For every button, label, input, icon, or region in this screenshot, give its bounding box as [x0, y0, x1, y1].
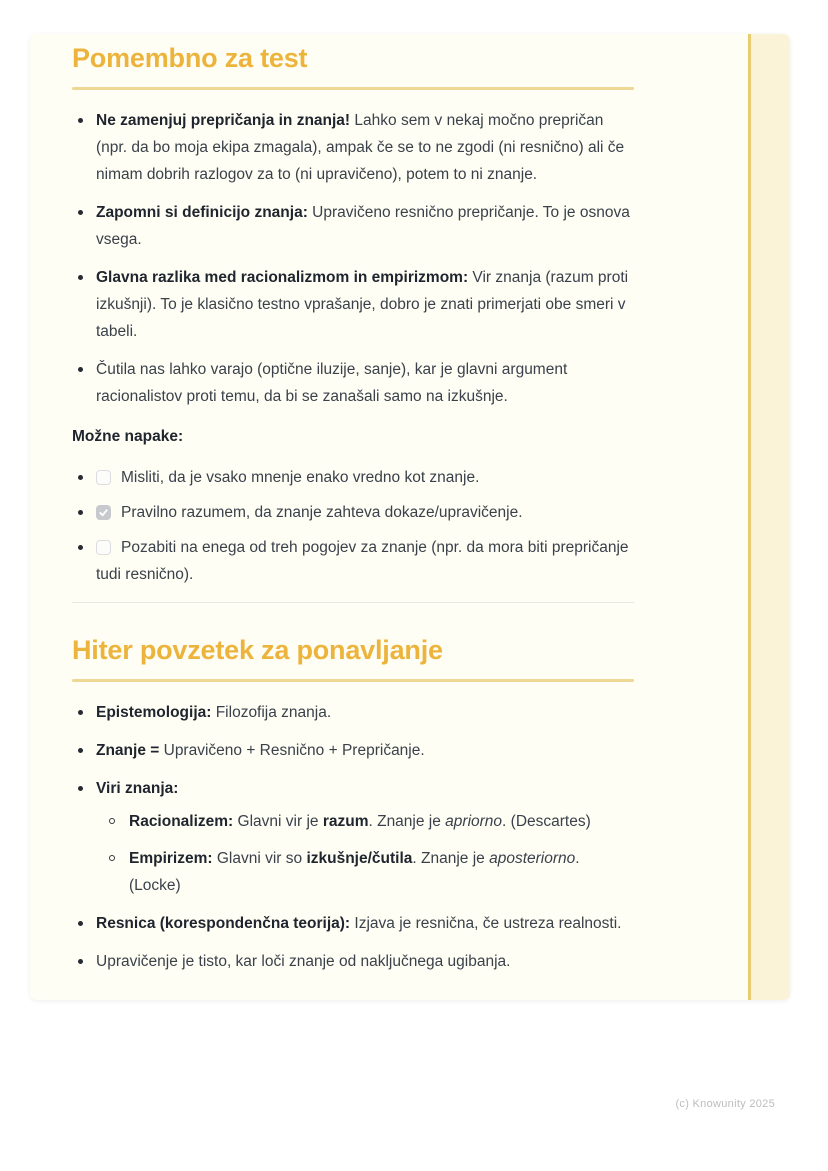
checklist-item [72, 499, 634, 526]
mistakes-subheading: Možne napake: [72, 428, 184, 445]
section-divider [72, 602, 634, 603]
bullet-dot [78, 275, 83, 280]
list-item-lead: Viri znanja: [96, 780, 179, 797]
sub-item-text: Glavni vir so [212, 850, 307, 867]
circle-bullet [109, 855, 115, 861]
list-item [72, 264, 634, 345]
list-item-text: Upravičeno resnično prepričanje. To je osnova vsega. [96, 204, 630, 248]
bullet-dot [78, 545, 83, 550]
checkbox-checked[interactable] [96, 505, 111, 520]
list-item-text: Čutila nas lahko varajo (optične iluzije, sanje), kar je glavni argument racionalistov proti temu, da bi se zanašali samo na izkušnje. [96, 361, 568, 405]
bullet-dot [78, 921, 83, 926]
list-item-lead: Epistemologija: [96, 704, 212, 721]
list-item-text: Filozofija znanja. [211, 704, 332, 721]
checkbox-unchecked[interactable] [96, 470, 111, 485]
list-item [72, 910, 634, 937]
sub-item-lead: Racionalizem: [129, 813, 234, 830]
list-item [72, 737, 634, 764]
sub-item-text: Glavni vir je [233, 813, 323, 830]
list-item-text: Izjava je resnična, če ustreza realnosti. [350, 915, 622, 932]
section1-bullet-list [72, 107, 634, 410]
bullet-dot [78, 510, 83, 515]
notes-page-card [30, 34, 790, 1000]
checklist-label: Pozabiti na enega od treh pogojev za znanje (npr. da mora biti prepričanje tudi resnično). [96, 539, 629, 583]
sub-item-text: . (Descartes) [502, 813, 591, 830]
list-item [72, 356, 634, 410]
section2-bullet-list [72, 699, 634, 975]
sub-item-text: . Znanje je [412, 850, 490, 867]
sub-item-text: . Znanje je [368, 813, 446, 830]
sub-item-text: . (Locke) [129, 850, 580, 894]
section2-title: Hiter povzetek za ponavljanje [72, 635, 443, 665]
bullet-dot [78, 959, 83, 964]
checkbox-unchecked[interactable] [96, 540, 111, 555]
sources-sublist [96, 808, 634, 899]
list-item-text: Vir znanja (razum proti izkušnji). To je klasično testno vprašanje, dobro je znati primerjati obe smeri v tabeli. [96, 269, 629, 340]
list-item-lead: Ne zamenjuj prepričanja in znanja! [96, 112, 351, 129]
notes-content [72, 34, 634, 986]
list-item [72, 199, 634, 253]
check-icon [98, 507, 109, 518]
list-item [72, 948, 634, 975]
bullet-dot [78, 710, 83, 715]
list-item [72, 699, 634, 726]
bullet-dot [78, 118, 83, 123]
list-item-text: Lahko sem v nekaj močno prepričan (npr. da bo moja ekipa zmagala), ampak če se to ne zgodi (ni resnično) ali če nimam dobrih razlogov za to (ni upravičeno), potem to ni znanje. [96, 112, 625, 183]
sub-item-bold: razum [322, 813, 369, 830]
sub-item-italic: aposteriorno [489, 850, 576, 867]
sub-item-italic: apriorno [445, 813, 503, 830]
sub-item-lead: Empirizem: [129, 850, 213, 867]
checklist-label: Misliti, da je vsako mnenje enako vredno kot znanje. [121, 469, 480, 486]
bullet-dot [78, 367, 83, 372]
heading-underline [72, 679, 634, 682]
mistakes-checklist [72, 464, 634, 588]
list-item [72, 775, 634, 899]
bullet-dot [78, 786, 83, 791]
heading-underline [72, 87, 634, 90]
checklist-label: Pravilno razumem, da znanje zahteva dokaze/upravičenje. [121, 504, 523, 521]
bullet-dot [78, 475, 83, 480]
section1-title: Pomembno za test [72, 43, 308, 73]
sub-item-bold: izkušnje/čutila [306, 850, 413, 867]
list-item-lead: Znanje = [96, 742, 160, 759]
sub-list-item [96, 845, 634, 899]
list-item-lead: Zapomni si definicijo znanja: [96, 204, 308, 221]
bullet-dot [78, 748, 83, 753]
accent-stripe [748, 34, 790, 1000]
copyright-footer: (c) Knowunity 2025 [675, 1098, 775, 1110]
list-item-text: Upravičenje je tisto, kar loči znanje od naključnega ugibanja. [96, 953, 511, 970]
list-item [72, 107, 634, 188]
checklist-item [72, 464, 634, 491]
list-item-lead: Resnica (korespondenčna teorija): [96, 915, 351, 932]
list-item-lead: Glavna razlika med racionalizmom in empirizmom: [96, 269, 469, 286]
circle-bullet [109, 818, 115, 824]
checklist-item [72, 534, 634, 588]
bullet-dot [78, 210, 83, 215]
sub-list-item [96, 808, 634, 835]
list-item-text: Upravičeno + Resnično + Prepričanje. [159, 742, 425, 759]
